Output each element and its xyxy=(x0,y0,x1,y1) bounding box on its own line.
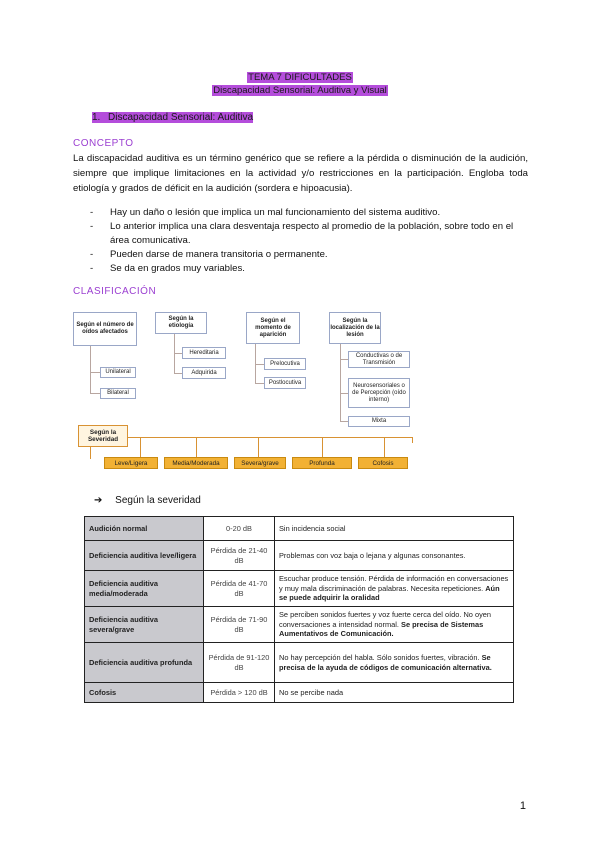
document-subtitle: Discapacidad Sensorial: Auditiva y Visual xyxy=(213,85,387,96)
connector-line xyxy=(255,364,264,365)
row-type: Deficiencia auditiva severa/grave xyxy=(85,607,204,643)
row-range: Pérdida de 21-40 dB xyxy=(204,541,275,571)
row-desc: No se percibe nada xyxy=(275,683,514,703)
connector-line xyxy=(322,437,323,459)
row-type: Deficiencia auditiva media/moderada xyxy=(85,571,204,607)
item-bilateral: Bilateral xyxy=(100,388,136,399)
severity-media: Media/Moderada xyxy=(164,457,228,469)
list-item: - Pueden darse de manera transitoria o permanente. xyxy=(90,248,535,262)
connector-line xyxy=(174,373,182,374)
connector-line xyxy=(140,437,141,459)
table-row xyxy=(85,517,514,541)
item-conductivas: Conductivas o de Transmisión xyxy=(348,351,410,368)
category-momento: Según el momento de aparición xyxy=(246,312,300,344)
row-desc: Problemas con voz baja o lejana y algunas consonantes. xyxy=(275,541,514,571)
row-range: Pérdida > 120 dB xyxy=(204,683,275,703)
connector-line xyxy=(90,447,91,459)
section-title: Discapacidad Sensorial: Auditiva xyxy=(108,112,254,123)
severidad-heading xyxy=(94,495,201,506)
arrow-icon: ➔ xyxy=(94,495,103,506)
list-item: - Lo anterior implica una clara desventaja respecto al promedio de la población, sobre todo en el área comunicativa. xyxy=(90,220,535,248)
concepto-paragraph: La discapacidad auditiva es un término genérico que se refiere a la pérdida o disminución de la audición, siempre que implique limitaciones en la actividad y/o restricciones en la participación. Engloba toda etiología y grados de déficit en la audición (sordera e hipoacusia). xyxy=(73,153,528,194)
section-heading xyxy=(92,112,253,123)
document-title: TEMA 7 DIFICULTADES xyxy=(248,72,352,83)
category-severidad: Según la Severidad xyxy=(78,425,128,447)
item-postlocutiva: Postlocutiva xyxy=(264,377,306,389)
table-row xyxy=(85,541,514,571)
category-oidos: Según el número de oídos afectados xyxy=(73,312,137,346)
table-row xyxy=(85,643,514,683)
item-mixta: Mixta xyxy=(348,416,410,427)
connector-line xyxy=(90,437,412,438)
row-range: 0-20 dB xyxy=(204,517,275,541)
list-item: - Hay un daño o lesión que implica un mal funcionamiento del sistema auditivo. xyxy=(90,206,535,220)
connector-line xyxy=(340,359,348,360)
connector-line xyxy=(384,437,385,459)
connector-line xyxy=(174,334,175,374)
item-neurosensoriales: Neurosensoriales o de Percepción (oído interno) xyxy=(348,378,410,408)
connector-line xyxy=(90,346,91,394)
table-row xyxy=(85,607,514,643)
item-adquirida: Adquirida xyxy=(182,367,226,379)
page-number: 1 xyxy=(519,800,526,812)
connector-line xyxy=(340,393,348,394)
clasificacion-heading: CLASIFICACIÓN xyxy=(73,286,157,297)
table-row xyxy=(85,683,514,703)
connector-line xyxy=(90,393,100,394)
table-row xyxy=(85,571,514,607)
connector-line xyxy=(90,372,100,373)
row-range: Pérdida de 41-70 dB xyxy=(204,571,275,607)
row-desc: Se perciben sonidos fuertes y voz fuerte cerca del oído. No oyen conversaciones a intensidad normal. Se precisa de Sistemas Aumentativos de Comunicación. xyxy=(275,607,514,643)
connector-line xyxy=(340,344,341,422)
category-localizacion: Según la localización de la lesión xyxy=(329,312,381,344)
severity-leve: Leve/Ligera xyxy=(104,457,158,469)
connector-line xyxy=(174,353,182,354)
row-type: Audición normal xyxy=(85,517,204,541)
row-desc: No hay percepción del habla. Sólo sonidos fuertes, vibración. Se precisa de la ayuda de códigos de comunicación alternativa. xyxy=(275,643,514,683)
item-unilateral: Unilateral xyxy=(100,367,136,378)
row-range: Pérdida de 91-120 dB xyxy=(204,643,275,683)
row-type: Deficiencia auditiva profunda xyxy=(85,643,204,683)
concepto-heading: CONCEPTO xyxy=(73,138,134,149)
concepto-bullets xyxy=(90,206,535,276)
list-item: - Se da en grados muy variables. xyxy=(90,262,535,276)
connector-line xyxy=(196,437,197,459)
row-desc: Sin incidencia social xyxy=(275,517,514,541)
row-range: Pérdida de 71-90 dB xyxy=(204,607,275,643)
category-etiologia: Según la etiología xyxy=(155,312,207,334)
severity-severa: Severa/grave xyxy=(234,457,286,469)
severity-table xyxy=(84,516,514,703)
row-desc: Escuchar produce tensión. Pérdida de información en conversaciones y muy mala discriminación de palabras. Necesita repeticiones. Aún se puede adquirir la oralidad xyxy=(275,571,514,607)
item-hereditaria: Hereditaria xyxy=(182,347,226,359)
severidad-title: Según la severidad xyxy=(115,495,201,506)
connector-line xyxy=(255,383,264,384)
connector-line xyxy=(258,437,259,459)
severity-profunda: Profunda xyxy=(292,457,352,469)
row-type: Deficiencia auditiva leve/ligera xyxy=(85,541,204,571)
row-type: Cofosis xyxy=(85,683,204,703)
connector-line xyxy=(412,437,413,443)
item-prelocutiva: Prelocutiva xyxy=(264,358,306,370)
connector-line xyxy=(340,421,348,422)
section-number: 1. xyxy=(92,112,101,123)
severity-cofosis: Cofosis xyxy=(358,457,408,469)
